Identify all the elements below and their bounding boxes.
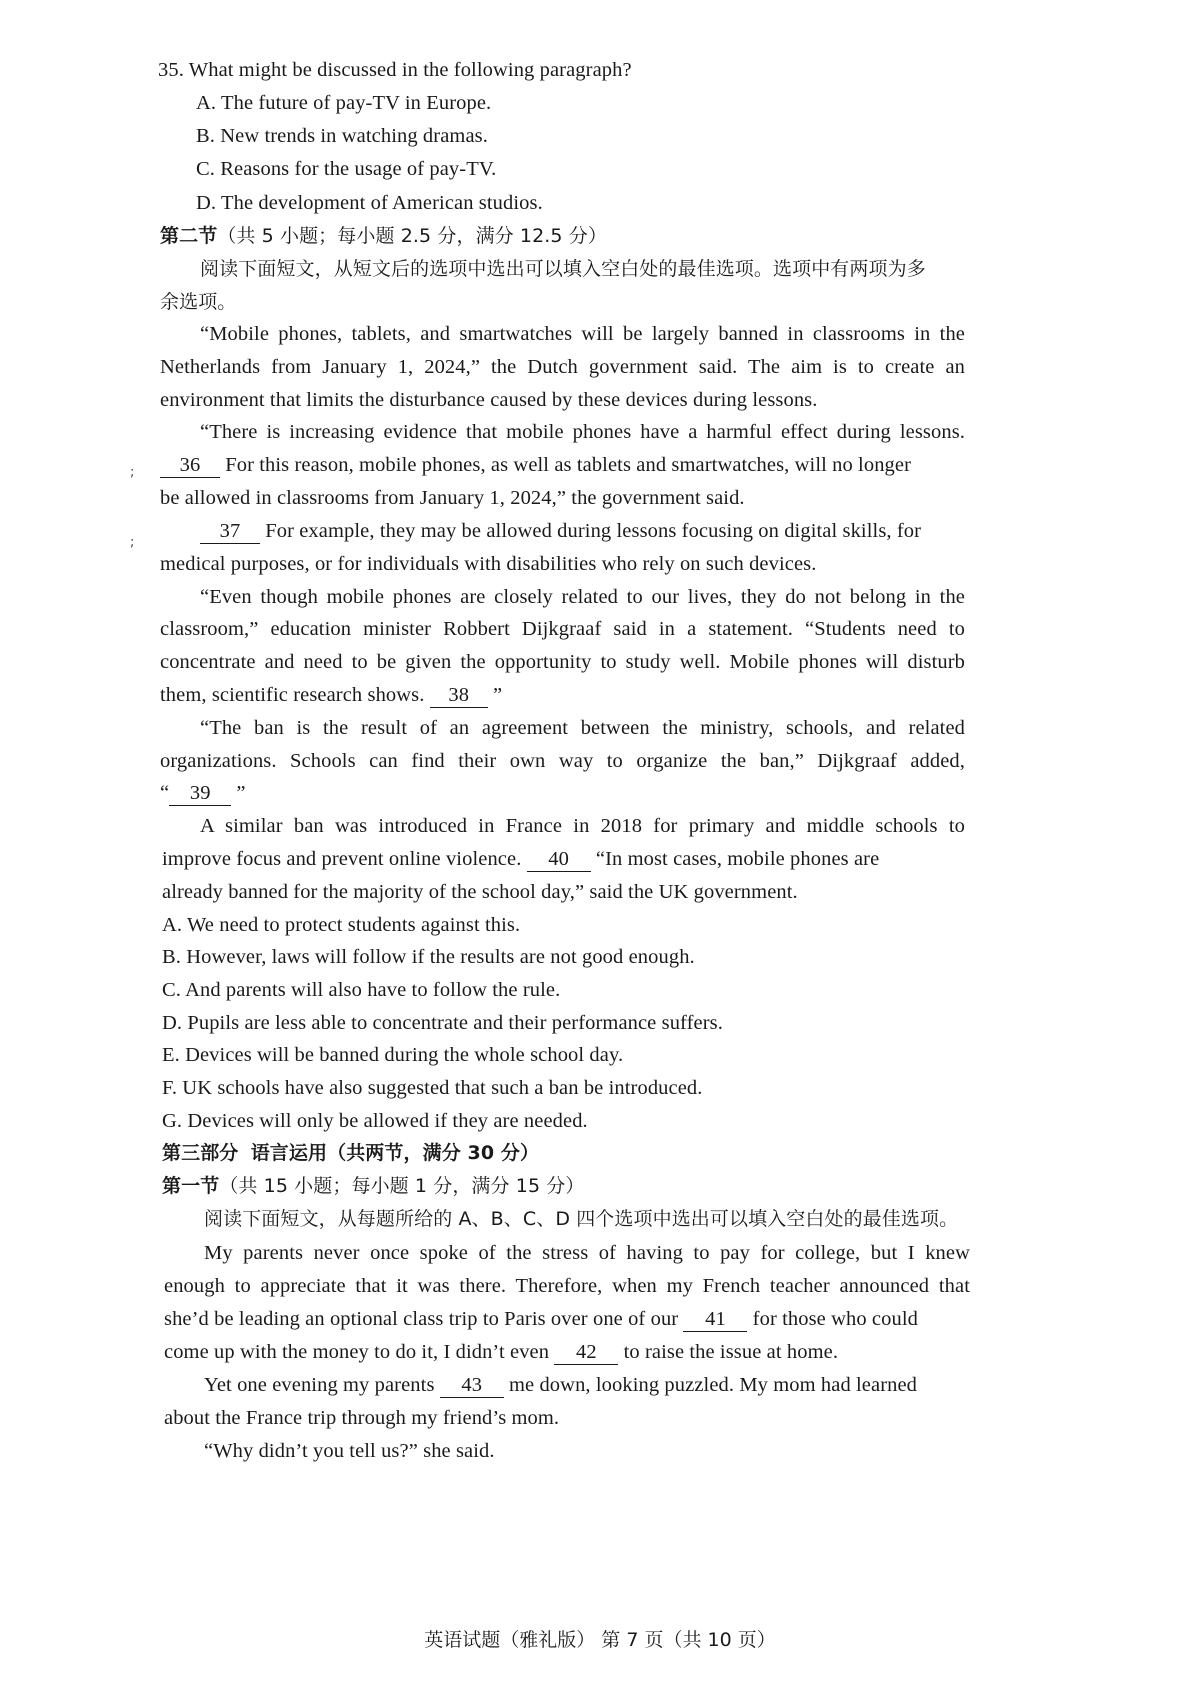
- option-d: D. Pupils are less able to concentrate and their performance suffers.: [162, 1012, 723, 1034]
- passage-line: “Mobile phones, tablets, and smartwatches will be largely banned in classrooms in the: [200, 323, 965, 345]
- question-35-option-c: C. Reasons for the usage of pay-TV.: [196, 158, 497, 180]
- blank-40: 40: [527, 849, 591, 872]
- option-g: G. Devices will only be allowed if they are needed.: [162, 1110, 588, 1132]
- passage-line: My parents never once spoke of the stress of having to pay for college, but I knew: [204, 1242, 970, 1264]
- passage-line: Netherlands from January 1, 2024,” the Dutch government said. The aim is to create an: [160, 356, 965, 378]
- passage-line: them, scientific research shows. 38 ”: [160, 684, 503, 706]
- question-35-option-d: D. The development of American studios.: [196, 192, 543, 214]
- margin-mark: ;: [130, 535, 135, 550]
- option-e: E. Devices will be banned during the whole school day.: [162, 1044, 624, 1066]
- option-b: B. However, laws will follow if the results are not good enough.: [162, 946, 695, 968]
- margin-mark: ;: [130, 465, 135, 480]
- passage-line: she’d be leading an optional class trip to Paris over one of our 41 for those who could: [164, 1308, 918, 1330]
- passage-line: medical purposes, or for individuals with disabilities who rely on such devices.: [160, 553, 817, 575]
- passage-line: already banned for the majority of the school day,” said the UK government.: [162, 881, 798, 903]
- passage-line: improve focus and prevent online violence. 40 “In most cases, mobile phones are: [162, 848, 880, 870]
- passage-line: A similar ban was introduced in France in 2018 for primary and middle schools to: [200, 815, 965, 837]
- section-1-heading: 第一节: [162, 1175, 220, 1197]
- section-2-heading-line: [160, 225, 607, 249]
- passage-line: come up with the money to do it, I didn’t even 42 to raise the issue at home.: [164, 1341, 839, 1363]
- passage-line: “The ban is the result of an agreement between the ministry, schools, and related: [200, 717, 965, 739]
- section-1-instruction: 阅读下面短文，从每题所给的 A、B、C、D 四个选项中选出可以填入空白处的最佳选项。: [204, 1208, 959, 1230]
- part-3-heading-line: [162, 1142, 539, 1166]
- question-35-stem: 35. What might be discussed in the following paragraph?: [158, 59, 632, 81]
- section-1-scoring: （共 15 小题；每小题 1 分，满分 15 分）: [219, 1175, 585, 1197]
- blank-38: 38: [430, 685, 488, 708]
- passage-line: “Even though mobile phones are closely related to our lives, they do not belong in the: [200, 586, 965, 608]
- passage-line: environment that limits the disturbance caused by these devices during lessons.: [160, 389, 818, 411]
- passage-line: be allowed in classrooms from January 1, 2024,” the government said.: [160, 487, 745, 509]
- passage-line: enough to appreciate that it was there. Therefore, when my French teacher announced that: [164, 1275, 970, 1297]
- passage-line: 37 For example, they may be allowed during lessons focusing on digital skills, for: [200, 519, 921, 545]
- question-35-option-a: A. The future of pay-TV in Europe.: [196, 92, 492, 114]
- passage-line: “ 39 ”: [160, 782, 246, 804]
- part-3-title: 语言运用（共两节，满分 30 分）: [250, 1142, 540, 1164]
- section-2-instruction-1: 阅读下面短文，从短文后的选项中选出可以填入空白处的最佳选项。选项中有两项为多: [200, 258, 926, 280]
- passage-line: classroom,” education minister Robbert Dijkgraaf said in a statement. “Students need to: [160, 618, 965, 640]
- passage-line: Yet one evening my parents 43 me down, looking puzzled. My mom had learned: [204, 1374, 918, 1396]
- blank-36: 36: [160, 455, 220, 478]
- passage-line: about the France trip through my friend’s mom.: [164, 1407, 560, 1429]
- option-a: A. We need to protect students against this.: [162, 914, 521, 936]
- passage-line: “Why didn’t you tell us?” she said.: [204, 1440, 495, 1462]
- option-c: C. And parents will also have to follow the rule.: [162, 979, 561, 1001]
- section-2-instruction-2: 余选项。: [160, 291, 237, 313]
- blank-37: 37: [200, 521, 260, 544]
- section-2-scoring: （共 5 小题；每小题 2.5 分，满分 12.5 分）: [217, 225, 607, 247]
- passage-line: concentrate and need to be given the opportunity to study well. Mobile phones will disturb: [160, 651, 965, 673]
- passage-line: 36 For this reason, mobile phones, as well as tablets and smartwatches, will no longer: [160, 453, 911, 479]
- section-2-heading: 第二节: [160, 225, 218, 247]
- section-1-heading-line: [162, 1175, 585, 1199]
- question-35-option-b: B. New trends in watching dramas.: [196, 125, 488, 147]
- page-footer: 英语试题（雅礼版） 第 7 页（共 10 页）: [424, 1629, 776, 1651]
- passage-line: “There is increasing evidence that mobile phones have a harmful effect during lessons.: [200, 421, 965, 443]
- blank-41: 41: [683, 1309, 747, 1332]
- passage-line: organizations. Schools can find their own way to organize the ban,” Dijkgraaf added,: [160, 750, 965, 772]
- blank-39: 39: [169, 783, 231, 806]
- option-f: F. UK schools have also suggested that such a ban be introduced.: [162, 1077, 703, 1099]
- blank-43: 43: [440, 1375, 504, 1398]
- part-3-heading: 第三部分: [162, 1142, 239, 1164]
- blank-42: 42: [554, 1342, 618, 1365]
